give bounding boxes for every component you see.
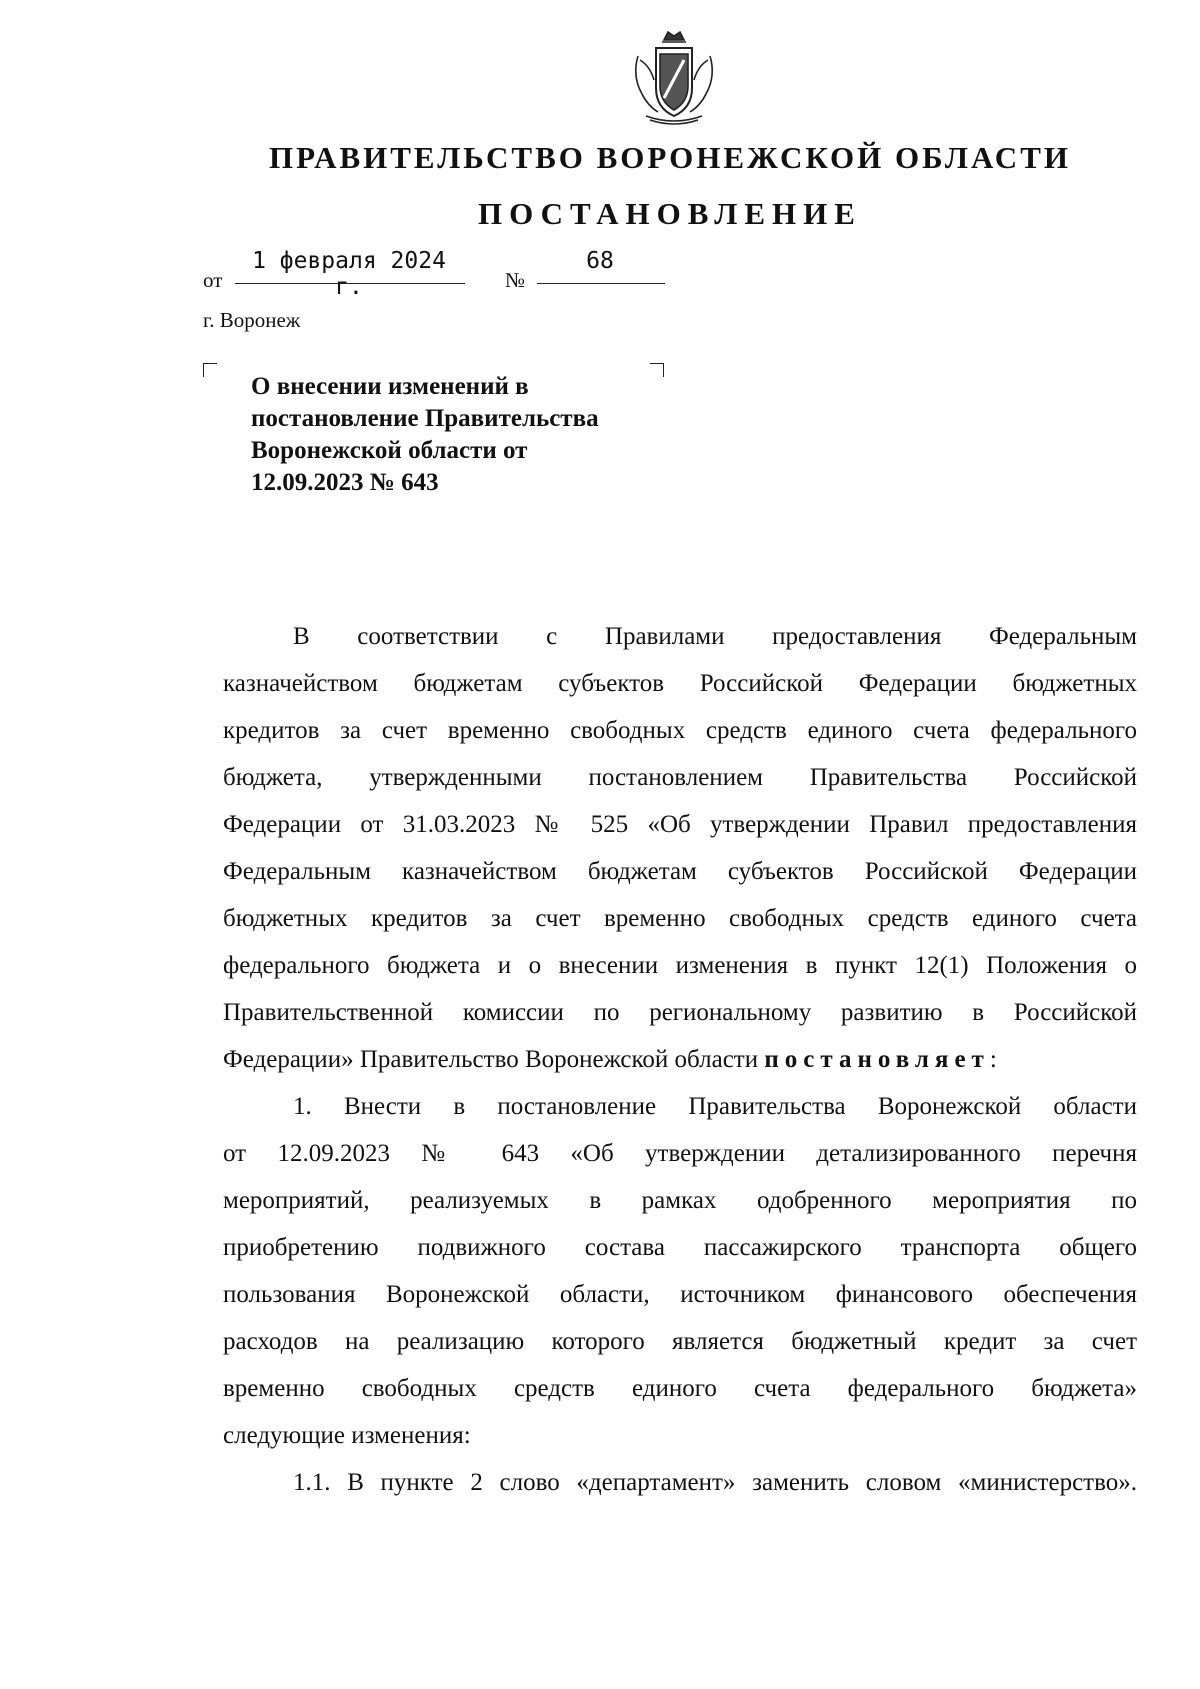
item1-line: мероприятий, реализуемых в рамках одобренного мероприятия по [223, 1187, 1137, 1214]
city: г. Воронеж [203, 308, 301, 332]
item1-line: временно свободных средств единого счета федерального бюджета» [223, 1375, 1137, 1402]
preamble-last-line [223, 1042, 1137, 1078]
document-type: ПОСТАНОВЛЕНИЕ [478, 196, 862, 231]
item1-line: 1. Внести в постановление Правительства Воронежской области [293, 1093, 1137, 1120]
item1-line: от 12.09.2023 № 643 «Об утверждении детализированного перечня [223, 1140, 1137, 1167]
subject-line: 12.09.2023 № 643 [251, 469, 439, 496]
document-number: 68 [586, 248, 614, 274]
item1-line: следующие изменения: [223, 1422, 471, 1449]
preamble-line-text: Федерации» Правительство Воронежской области [223, 1046, 765, 1073]
item1-line: приобретению подвижного состава пассажирского транспорта общего [223, 1234, 1137, 1261]
preamble-line: казначейством бюджетам субъектов Российской Федерации бюджетных [223, 670, 1137, 697]
preamble-line: Федеральным казначейством бюджетам субъектов Российской Федерации [223, 858, 1137, 885]
preamble-line: кредитов за счет временно свободных средств единого счета федерального [223, 717, 1137, 744]
preamble-line: федерального бюджета и о внесении изменения в пункт 12(1) Положения о [223, 952, 1137, 979]
item1-line: пользования Воронежской области, источником финансового обеспечения [223, 1281, 1137, 1308]
document-date: 1 февраля 2024 г. [252, 248, 446, 300]
voronezh-coat-of-arms-icon [628, 26, 720, 126]
subject-corner-left [203, 363, 217, 377]
item1-line: расходов на реализацию которого является бюджетный кредит за счет [223, 1328, 1137, 1355]
resolves-colon: : [989, 1046, 997, 1073]
subject-line: Воронежской области от [251, 437, 528, 464]
item1-1-line: 1.1. В пункте 2 слово «департамент» заменить словом «министерство». [293, 1469, 1137, 1496]
date-prefix: от [203, 268, 223, 292]
date-number-line [203, 244, 673, 300]
preamble-line: Правительственной комиссии по региональному развитию в Российской [223, 999, 1137, 1026]
number-underline [537, 283, 665, 284]
document-subject [251, 371, 671, 499]
number-prefix: № [505, 268, 526, 292]
subject-line: постановление Правительства [251, 405, 599, 432]
preamble-line: бюджетных кредитов за счет временно свободных средств единого счета [223, 905, 1137, 932]
resolves-word: постановляет [764, 1046, 990, 1073]
preamble-line: Федерации от 31.03.2023 № 525 «Об утверждении Правил предоставления [223, 811, 1137, 838]
subject-line: О внесении изменений в [251, 373, 529, 400]
government-title: ПРАВИТЕЛЬСТВО ВОРОНЕЖСКОЙ ОБЛАСТИ [269, 140, 1071, 175]
preamble-line: бюджета, утвержденными постановлением Правительства Российской [223, 764, 1137, 791]
preamble-line: В соответствии с Правилами предоставления Федеральным [293, 623, 1137, 650]
date-underline [235, 283, 465, 284]
